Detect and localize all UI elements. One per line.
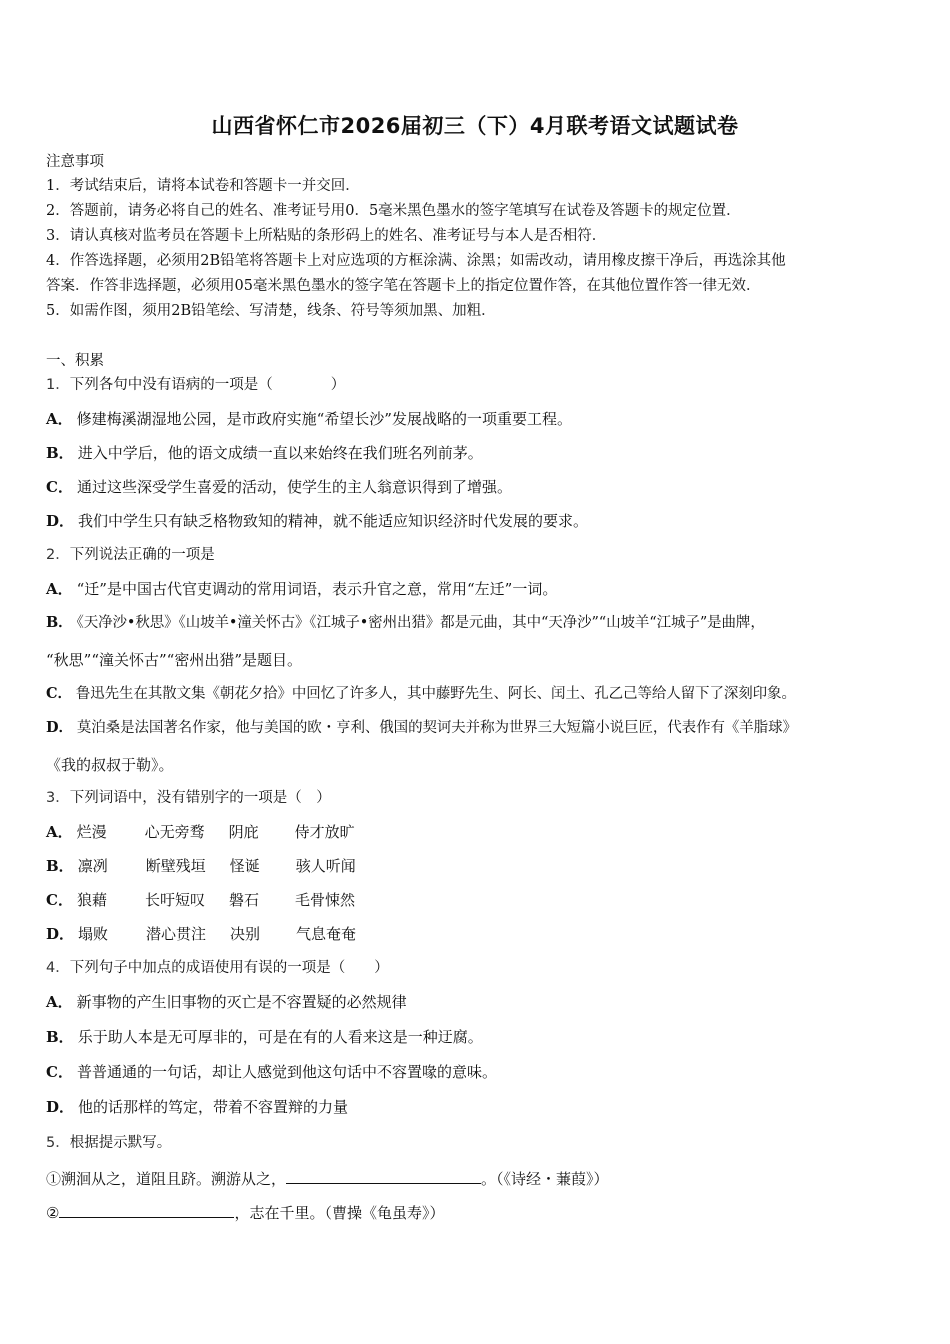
answer-blank[interactable] bbox=[59, 1201, 234, 1218]
option-label: B． bbox=[46, 444, 74, 462]
option-word: 磐石 bbox=[228, 891, 259, 909]
option-label: C． bbox=[46, 478, 73, 496]
notice-item: 3．请认真核对监考员在答题卡上所粘贴的条形码上的姓名、准考证号与本人是否相符． bbox=[46, 228, 607, 244]
option-text: 我们中学生只有缺乏格物致知的精神，就不能适应知识经济时代发展的要求。 bbox=[78, 512, 589, 530]
notice-heading: 注意事项 bbox=[46, 154, 104, 170]
option-c[interactable] bbox=[46, 1062, 497, 1082]
option-label: D． bbox=[46, 719, 73, 736]
dictation-line-1 bbox=[46, 1167, 609, 1189]
option-label: C． bbox=[46, 685, 72, 702]
option-label: C． bbox=[46, 1063, 73, 1081]
option-c[interactable] bbox=[46, 890, 355, 910]
question-number: 1． bbox=[46, 377, 70, 393]
option-word: 骇人听闻 bbox=[295, 857, 356, 875]
question-text: 下列句子中加点的成语使用有误的一项是（ ） bbox=[69, 960, 389, 976]
notice-item: 答案．作答非选择题，必须用05毫米黑色墨水的签字笔在答题卡上的指定位置作答，在其他位置作答一律无效． bbox=[46, 278, 761, 294]
option-b[interactable] bbox=[46, 856, 356, 876]
option-word: 塌败 bbox=[78, 925, 109, 943]
option-label: A． bbox=[46, 410, 73, 428]
option-label: A． bbox=[46, 580, 73, 598]
option-d[interactable] bbox=[46, 924, 356, 944]
option-label: D． bbox=[46, 925, 75, 943]
question-text: 下列说法正确的一项是 bbox=[69, 547, 215, 563]
option-text: 修建梅溪湖湿地公园，是市政府实施“希望长沙”发展战略的一项重要工程。 bbox=[76, 410, 572, 428]
option-b[interactable] bbox=[46, 613, 765, 633]
option-b-continued: “秋思”“潼关怀古”“密州出猎”是题目。 bbox=[46, 651, 303, 669]
dictation-prompt: ①溯洄从之，道阻且跻。溯游从之， bbox=[46, 1170, 287, 1188]
option-word: 潜心贯注 bbox=[146, 925, 207, 943]
option-text: “迁”是中国古代官吏调动的常用词语，表示升官之意，常用“左迁”一词。 bbox=[76, 580, 558, 598]
notice-item: 5．如需作图，须用2B铅笔绘、写清楚，线条、符号等须加黑、加粗． bbox=[46, 303, 496, 319]
option-word: 烂漫 bbox=[76, 823, 107, 841]
option-text: 普普通通的一句话，却让人感觉到他这句话中不容置喙的意味。 bbox=[76, 1063, 497, 1081]
notice-item: 4．作答选择题，必须用2B铅笔将答题卡上对应选项的方框涂满、涂黑；如需改动，请用橡皮擦干净后，再选涂其他 bbox=[46, 253, 786, 269]
option-label: C． bbox=[46, 891, 73, 909]
question-number: 5． bbox=[46, 1135, 70, 1151]
option-label: D． bbox=[46, 512, 75, 530]
option-c[interactable] bbox=[46, 477, 512, 497]
question-number: 3． bbox=[46, 790, 70, 806]
option-b[interactable] bbox=[46, 443, 483, 463]
section-heading: 一、积累 bbox=[46, 353, 104, 369]
option-word: 阴庇 bbox=[228, 823, 259, 841]
option-word: 断壁残垣 bbox=[145, 857, 206, 875]
option-label: D． bbox=[46, 1098, 75, 1116]
option-text: 进入中学后，他的语文成绩一直以来始终在我们班名列前茅。 bbox=[77, 444, 483, 462]
option-d[interactable] bbox=[46, 1097, 348, 1117]
option-word: 凛冽 bbox=[77, 857, 108, 875]
question-text: 下列词语中，没有错别字的一项是（ ） bbox=[69, 790, 331, 806]
question-3-stem bbox=[46, 788, 331, 808]
option-word: 长吁短叹 bbox=[144, 891, 205, 909]
option-d[interactable] bbox=[46, 511, 588, 531]
option-c[interactable] bbox=[46, 684, 796, 704]
dictation-source: 。（《诗经・蒹葭》） bbox=[481, 1170, 609, 1188]
option-label: B． bbox=[46, 614, 73, 631]
question-text: 下列各句中没有语病的一项是（ ） bbox=[69, 377, 346, 393]
option-word: 狼藉 bbox=[76, 891, 107, 909]
option-text: 《天净沙•秋思》《山坡羊•潼关怀古》《江城子•密州出猎》都是元曲，其中“天净沙”“山坡羊“江城子”是曲牌， bbox=[76, 615, 765, 631]
question-1-stem bbox=[46, 375, 345, 395]
option-word: 心无旁骛 bbox=[144, 823, 205, 841]
option-a[interactable] bbox=[46, 822, 355, 842]
option-label: A． bbox=[46, 823, 73, 841]
dictation-line-2 bbox=[46, 1201, 444, 1223]
option-a[interactable] bbox=[46, 992, 407, 1012]
option-a[interactable] bbox=[46, 409, 572, 429]
option-text: 新事物的产生旧事物的灭亡是不容置疑的必然规律 bbox=[76, 993, 407, 1011]
option-label: B． bbox=[46, 857, 74, 875]
question-2-stem bbox=[46, 545, 215, 565]
question-4-stem bbox=[46, 958, 389, 978]
question-5-stem bbox=[46, 1133, 171, 1153]
option-text: 鲁迅先生在其散文集《朝花夕拾》中回忆了许多人，其中藤野先生、阿长、闰土、孔乙己等给人留下了深刻印象。 bbox=[75, 686, 796, 702]
option-text: 通过这些深受学生喜爱的活动，使学生的主人翁意识得到了增强。 bbox=[76, 478, 512, 496]
question-number: 2． bbox=[46, 547, 70, 563]
option-word: 怪诞 bbox=[229, 857, 260, 875]
option-label: A． bbox=[46, 993, 73, 1011]
exam-title: 山西省怀仁市2026届初三（下）4月联考语文试题试卷 bbox=[211, 114, 739, 138]
option-d[interactable] bbox=[46, 718, 797, 738]
option-d-continued: 《我的叔叔于勒》。 bbox=[46, 756, 174, 774]
option-word: 决别 bbox=[230, 925, 261, 943]
option-label: B． bbox=[46, 1028, 74, 1046]
notice-item: 2．答题前，请务必将自己的姓名、准考证号用0．5毫米黑色墨水的签字笔填写在试卷及答题卡的规定位置． bbox=[46, 203, 741, 219]
question-text: 根据提示默写。 bbox=[69, 1135, 172, 1151]
answer-blank[interactable] bbox=[286, 1167, 481, 1184]
option-a[interactable] bbox=[46, 579, 557, 599]
notice-item: 1．考试结束后，请将本试卷和答题卡一并交回． bbox=[46, 178, 360, 194]
dictation-prompt: ② bbox=[46, 1204, 60, 1222]
option-text: 莫泊桑是法国著名作家，他与美国的欧・亨利、俄国的契诃夫并称为世界三大短篇小说巨匠，代表作有《羊脂球》 bbox=[76, 720, 797, 736]
option-word: 侍才放旷 bbox=[294, 823, 355, 841]
question-number: 4． bbox=[46, 960, 70, 976]
option-text: 他的话那样的笃定，带着不容置辩的力量 bbox=[78, 1098, 349, 1116]
option-text: 乐于助人本是无可厚非的，可是在有的人看来这是一种迂腐。 bbox=[77, 1028, 483, 1046]
option-b[interactable] bbox=[46, 1027, 483, 1047]
option-word: 毛骨悚然 bbox=[294, 891, 355, 909]
dictation-source: ，志在千里。（曹操《龟虽寿》） bbox=[234, 1204, 445, 1222]
option-word: 气息奄奄 bbox=[296, 925, 357, 943]
